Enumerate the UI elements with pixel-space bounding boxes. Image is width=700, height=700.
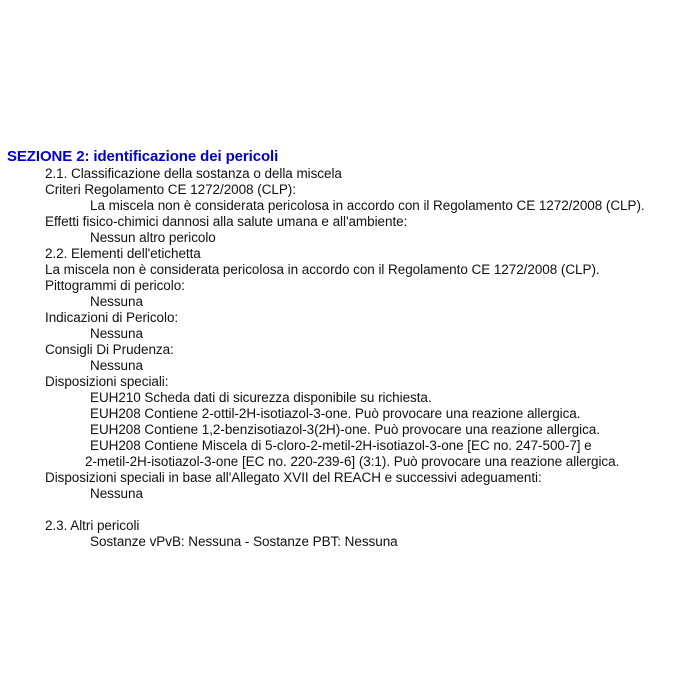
section-body <box>0 166 700 550</box>
document-line: La miscela non è considerata pericolosa in accordo con il Regolamento CE 1272/2008 (CLP). <box>45 262 600 277</box>
blank-line <box>0 502 700 518</box>
document-line: EUH208 Contiene 2-ottil-2H-isotiazol-3-one. Può provocare una reazione allergica. <box>90 406 581 421</box>
document-line: EUH208 Contiene 1,2-benzisotiazol-3(2H)-one. Può provocare una reazione allergica. <box>90 422 600 437</box>
document-line: Disposizioni speciali: <box>45 374 169 389</box>
document-line: Effetti fisico-chimici dannosi alla salute umana e all'ambiente: <box>45 214 408 229</box>
document-line: Nessuna <box>90 326 143 341</box>
document-line: Nessuna <box>90 358 143 373</box>
document-line: Indicazioni di Pericolo: <box>45 310 179 325</box>
document-line: Criteri Regolamento CE 1272/2008 (CLP): <box>45 182 296 197</box>
document-line: Nessuna <box>90 486 143 501</box>
document-line: 2.2. Elementi dell'etichetta <box>45 246 201 261</box>
document-line: 2-metil-2H-isotiazol-3-one [EC no. 220-239-6] (3:1). Può provocare una reazione allergica. <box>85 454 620 469</box>
document-line: Nessun altro pericolo <box>90 230 216 245</box>
document-line: EUH208 Contiene Miscela di 5-cloro-2-metil-2H-isotiazol-3-one [EC no. 247-500-7] e <box>90 438 592 453</box>
document-line: 2.1. Classificazione della sostanza o della miscela <box>45 166 342 181</box>
section-heading: SEZIONE 2: identificazione dei pericoli <box>7 148 279 165</box>
document-line: 2.3. Altri pericoli <box>45 518 140 533</box>
section-2-content <box>0 147 700 550</box>
document-line: Disposizioni speciali in base all'Allegato XVII del REACH e successivi adeguamenti: <box>45 470 542 485</box>
document-line: La miscela non è considerata pericolosa in accordo con il Regolamento CE 1272/2008 (CLP). <box>90 198 645 213</box>
document-line: Pittogrammi di pericolo: <box>45 278 185 293</box>
document-line: Nessuna <box>90 294 143 309</box>
document-line: Sostanze vPvB: Nessuna - Sostanze PBT: Nessuna <box>90 534 398 549</box>
document-line: Consigli Di Prudenza: <box>45 342 174 357</box>
document-line: EUH210 Scheda dati di sicurezza disponibile su richiesta. <box>90 390 432 405</box>
